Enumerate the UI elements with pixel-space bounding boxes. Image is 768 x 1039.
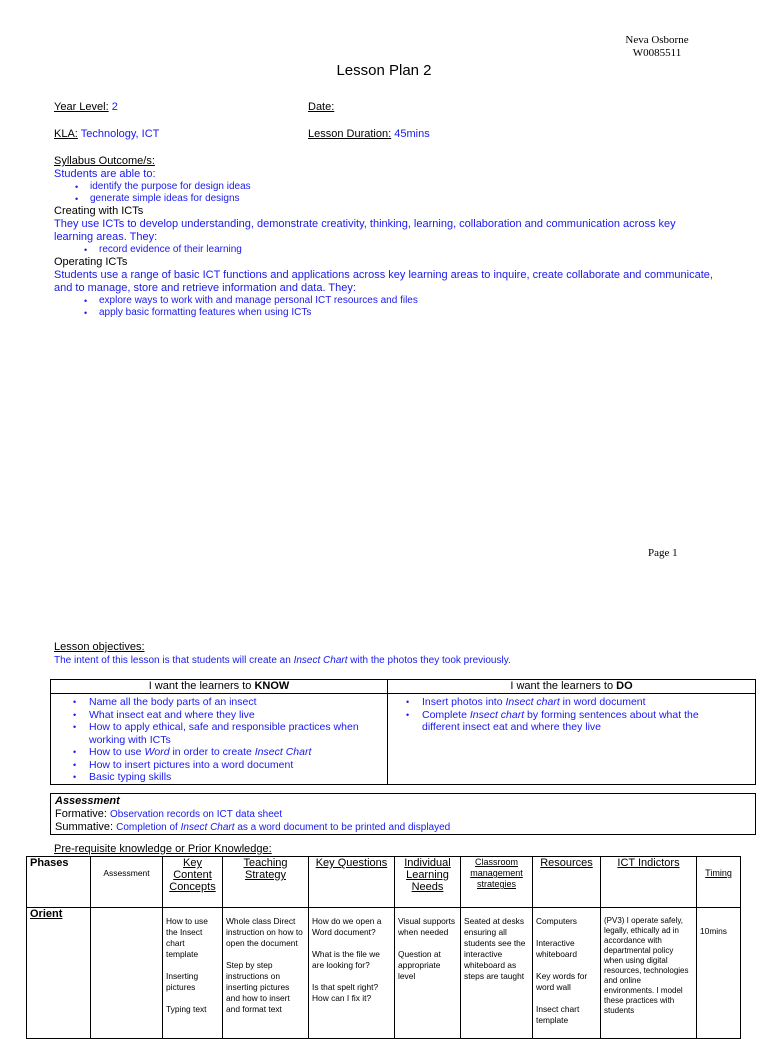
kla [54,128,159,141]
operating-heading: Operating ICTs [54,256,128,268]
header-learning-needs: Individual Learning Needs [395,857,461,908]
header-management: Classroom management strategies [461,857,533,908]
header-assessment: Assessment [91,857,163,908]
objectives-heading: Lesson objectives: [54,641,145,653]
list-item: • generate simple ideas for designs [90,193,714,205]
table-row [27,908,741,1039]
cell-key-content: How to use the Insect chart template Inserting pictures Typing text [163,908,223,1039]
phase-orient: Orient [27,908,91,1039]
creating-list [99,244,714,256]
do-header: I want the learners to DO [388,680,756,694]
summative-line: Summative: Completion of Insect Chart as a word document to be printed and displayed [55,821,451,833]
assessment-heading: Assessment [55,795,120,807]
list-item: • How to insert pictures into a word document [89,759,379,772]
creating-heading: Creating with ICTs [54,205,144,217]
know-do-table [50,679,756,785]
date-field [308,101,334,114]
cell-key-questions: How do we open a Word document? What is the file we are looking for? Is that spelt right? How can I fix it? [309,908,395,1039]
table-header-row [27,857,741,908]
do-cell [388,694,756,785]
header-teaching-strategy: Teaching Strategy [223,857,309,908]
header-key-questions: Key Questions [309,857,395,908]
cell-timing: 10mins [697,908,741,1039]
date-label: Date: [308,101,335,113]
formative-line: Formative: Observation records on ICT data sheet [55,808,283,820]
list-item: • Complete Insect chart by forming sentences about what the different insect eat and where they live [422,709,722,734]
header-ict: ICT Indictors [601,857,697,908]
year-label: Year Level: [54,101,109,113]
objectives-text: The intent of this lesson is that students will create an Insect Chart with the photos they took previously. [54,655,511,666]
page-title: Lesson Plan 2 [336,62,432,79]
objectives-section [54,641,734,667]
assessment-box [50,793,756,835]
cell-resources: Computers Interactive whiteboard Key words for word wall Insect chart template [533,908,601,1039]
creating-text: They use ICTs to develop understanding, demonstrate creativity, thinking, learning, collaboration and communication across key learning areas. They: [54,218,676,243]
syllabus-section [54,155,714,319]
know-list [89,696,379,784]
phases-table [26,856,741,1039]
lesson-duration [308,128,430,141]
cell-teaching-strategy: Whole class Direct instruction on how to open the document Step by step instructions on inserting pictures and how to insert and format text [223,908,309,1039]
list-item: • explore ways to work with and manage personal ICT resources and files [99,295,714,307]
syllabus-heading: Syllabus Outcome/s: [54,155,155,167]
cell-management: Seated at desks ensuring all students see the interactive whiteboard as steps are taught [461,908,533,1039]
list-item: • Insert photos into Insect chart in word document [422,696,722,709]
author-id: W0085511 [632,47,682,59]
list-item: • How to use Word in order to create Insect Chart [89,746,379,759]
list-item: • How to apply ethical, safe and responsible practices when working with ICTs [89,721,379,746]
kla-value: Technology, ICT [80,128,160,140]
author-block [612,34,702,60]
list-item: • Name all the body parts of an insect [89,696,379,709]
header-timing: Timing [697,857,741,908]
intro-list [90,181,714,205]
operating-text: Students use a range of basic ICT functions and applications across key learning areas to inquire, create collaborate and communicate, and to manage, store and retrieve information and data. They: [54,269,713,294]
cell-assessment [91,908,163,1039]
author-name: Neva Osborne [625,34,689,46]
list-item: • Basic typing skills [89,771,379,784]
list-item: • record evidence of their learning [99,244,714,256]
list-item: • apply basic formatting features when using ICTs [99,307,714,319]
operating-list [99,295,714,319]
year-value: 2 [111,101,118,113]
cell-learning-needs: Visual supports when needed Question at appropriate level [395,908,461,1039]
syllabus-intro: Students are able to: [54,168,156,180]
duration-label: Lesson Duration: [308,128,392,140]
header-key-content: Key Content Concepts [163,857,223,908]
page-number: Page 1 [648,547,678,559]
year-level [54,101,118,114]
prereq-heading: Pre-requisite knowledge or Prior Knowledge: [54,843,272,855]
list-item: • What insect eat and where they live [89,709,379,722]
know-header: I want the learners to KNOW [51,680,388,694]
kla-label: KLA: [54,128,78,140]
do-list [422,696,722,734]
know-cell [51,694,388,785]
list-item: • identify the purpose for design ideas [90,181,714,193]
header-resources: Resources [533,857,601,908]
cell-ict-indicators: (PV3) I operate safely, legally, ethically ad in accordance with departmental policy when using digital resources, technologies and online environments. I model these practices with students [601,908,697,1039]
duration-value: 45mins [394,128,430,140]
header-phases: Phases [27,857,91,908]
